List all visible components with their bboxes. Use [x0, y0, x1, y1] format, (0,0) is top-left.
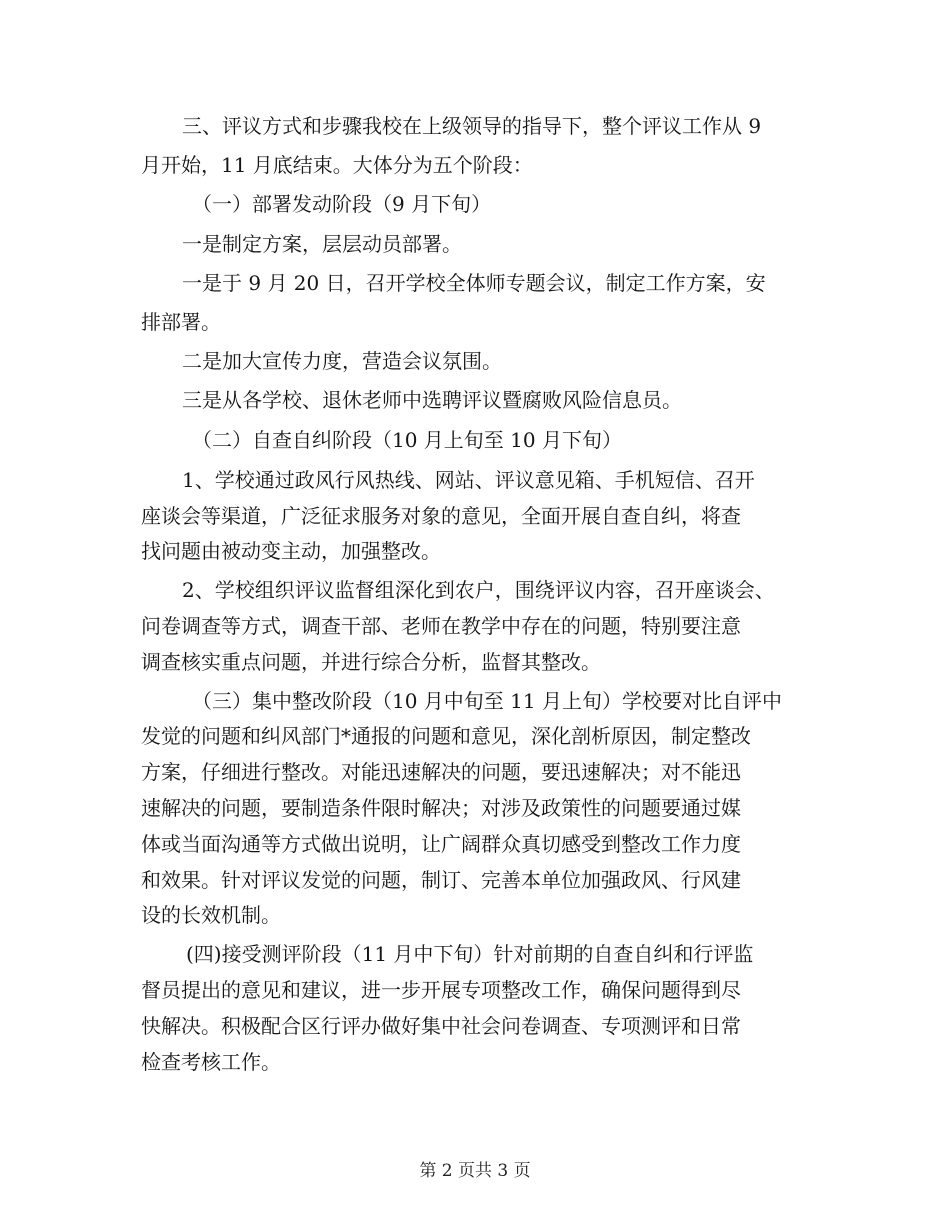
paragraph-self-check-1 — [141, 463, 831, 570]
text-line: 体或当面沟通等方式做出说明，让广阔群众真切感受到整改工作力度 — [141, 831, 741, 856]
heading-stage-one — [141, 185, 831, 224]
paragraph-plan — [141, 225, 831, 264]
text-line: 检查考核工作。 — [141, 1049, 281, 1074]
text-line: 三是从各学校、退休老师中选聘评议暨腐败风险信息员。 — [182, 388, 682, 413]
text-line: 方案，仔细进行整改。对能迅速解决的问题，要迅速解决；对不能迅 — [141, 760, 741, 785]
text-line: 速解决的问题，要制造条件限时解决；对涉及政策性的问题要通过媒 — [141, 796, 741, 820]
text-line: 和效果。针对评议发觉的问题，制订、完善本单位加强政风、行风建 — [141, 867, 741, 892]
text-line: 发觉的问题和纠风部门*通报的问题和意见，深化剖析原因，制定整改 — [141, 724, 751, 749]
paragraph-publicity — [141, 342, 831, 381]
paragraph-meeting — [141, 264, 831, 342]
text-line: 问卷调查等方式，调查干部、老师在教学中存在的问题，特别要注意 — [141, 614, 741, 639]
text-line: 2、学校组织评议监督组深化到农户，围绕评议内容，召开座谈会、 — [182, 578, 775, 603]
document-body — [141, 107, 831, 1080]
paragraph-informants — [141, 381, 831, 420]
text-line: （一）部署发动阶段（9 月下旬） — [192, 192, 492, 217]
paragraph-stage-four — [141, 937, 831, 1080]
text-line: （三）集中整改阶段（10 月中旬至 11 月上旬）学校要对比自评中 — [192, 688, 782, 713]
paragraph-self-check-2 — [141, 573, 831, 680]
text-line: 座谈会等渠道，广泛征求服务对象的意见，全面开展自查自纠，将查 — [141, 503, 741, 528]
paragraph-evaluation-method — [141, 107, 831, 185]
text-line: 快解决。积极配合区行评办做好集中社会问卷调查、专项测评和日常 — [141, 1013, 741, 1038]
paragraph-stage-three — [141, 684, 831, 935]
text-line: 1、学校通过政风行风热线、网站、评议意见箱、手机短信、召开 — [182, 467, 755, 492]
text-line: 调查核实重点问题，并进行综合分析，监督其整改。 — [141, 649, 601, 674]
text-line: 一是于 9 月 20 日，召开学校全体师专题会议，制定工作方案，安 — [182, 270, 766, 295]
text-line: （二）自查自纠阶段（10 月上旬至 10 月下旬） — [192, 427, 622, 452]
text-line: 二是加大宣传力度，营造会议氛围。 — [182, 349, 502, 374]
text-line: 排部署。 — [141, 310, 221, 335]
text-line: 找问题由被动变主动，加强整改。 — [141, 539, 441, 564]
text-line: 设的长效机制。 — [141, 903, 281, 928]
text-line: 督员提出的意见和建议，进一步开展专项整改工作，确保问题得到尽 — [141, 977, 741, 1002]
text-line: 三、评议方式和步骤我校在上级领导的指导下，整个评议工作从 9 — [182, 114, 762, 138]
text-line: (四)接受测评阶段（11 月中下旬）针对前期的自查自纠和行评监 — [186, 942, 754, 967]
text-line: 一是制定方案，层层动员部署。 — [182, 231, 462, 256]
page-number-footer: 第 2 页共 3 页 — [419, 1161, 531, 1181]
heading-stage-two — [141, 421, 831, 460]
text-line: 月开始，11 月底结束。大体分为五个阶段： — [141, 153, 533, 178]
